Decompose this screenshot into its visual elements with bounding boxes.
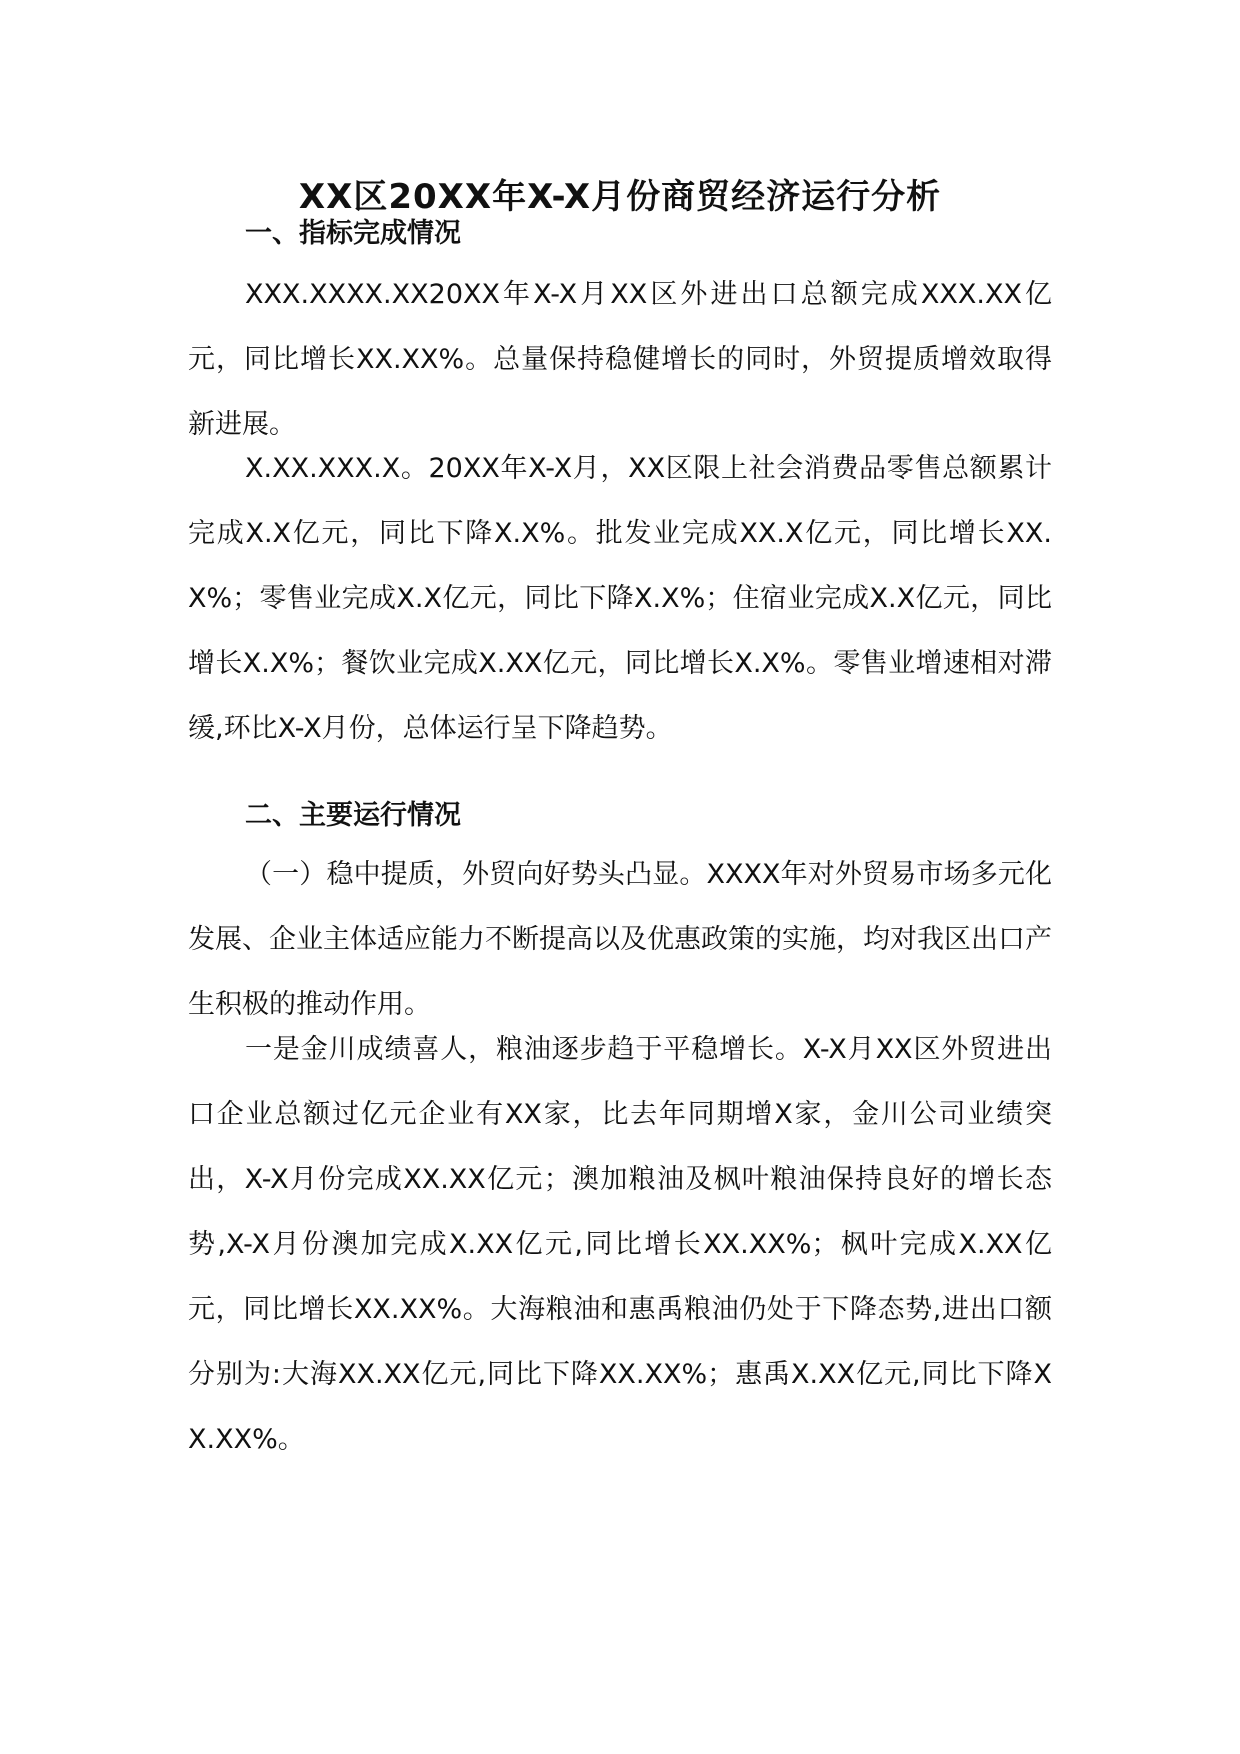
paragraph-jinchuan-grain-oil: 一是金川成绩喜人，粮油逐步趋于平稳增长。X-X月XX区外贸进出口企业总额过亿元企业有XX家，比去年同期增X家，金川公司业绩突出，X-X月份完成XX.XX亿元；澳加粮油及枫叶粮油保持良好的增长态势,X-X月份澳加完成X.XX亿元,同比增长XX.XX%；枫叶完成X.XX亿元，同比增长XX.XX%。大海粮油和惠禹粮油仍处于下降态势,进出口额分别为:大海XX.XX亿元,同比下降XX.XX%；惠禹X.XX亿元,同比下降XX.XX%。	[188, 1034, 1052, 1455]
paragraph-retail-sales: X.XX.XXX.X。20XX年X-X月，XX区限上社会消费品零售总额累计完成X.X亿元，同比下降X.X%。批发业完成XX.X亿元，同比增长XX.X%；零售业完成X.X亿元，同比下降X.X%；住宿业完成X.X亿元，同比增长X.X%；餐饮业完成X.XX亿元，同比增长X.X%。零售业增速相对滞缓,环比X-X月份，总体运行呈下降趋势。	[188, 453, 1052, 744]
paragraph-foreign-trade-total: XXX.XXXX.XX20XX年X-X月XX区外进出口总额完成XXX.XX亿元，同比增长XX.XX%。总量保持稳健增长的同时，外贸提质增效取得新进展。	[188, 279, 1052, 440]
document-title: XX区20XX年X-X月份商贸经济运行分析	[298, 177, 942, 217]
section-heading-indicators: 一、指标完成情况	[245, 218, 461, 249]
paragraph-trade-momentum: （一）稳中提质，外贸向好势头凸显。XXXX年对外贸易市场多元化发展、企业主体适应能力不断提高以及优惠政策的实施，均对我区出口产生积极的推动作用。	[188, 859, 1052, 1020]
section-heading-operations: 二、主要运行情况	[245, 800, 461, 831]
